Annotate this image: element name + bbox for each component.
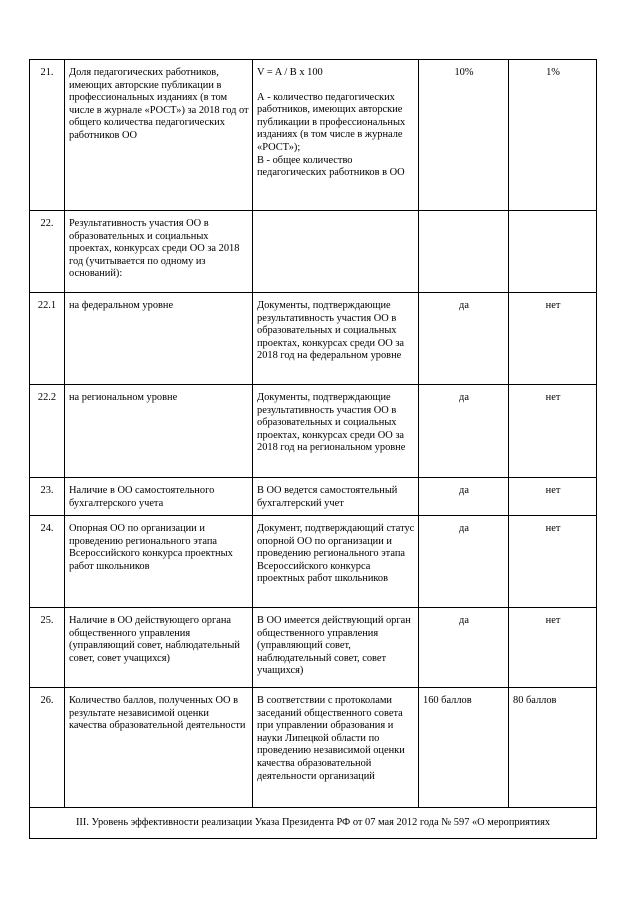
row-number: 21. (30, 60, 65, 211)
table-row (30, 385, 597, 478)
calculation-method: В ОО имеется действующий орган общественного управления (управляющий совет, наблюдательный совет, совет учащихся) (253, 608, 419, 688)
row-number: 26. (30, 688, 65, 808)
table-row (30, 688, 597, 808)
value-min: нет (509, 516, 597, 608)
calculation-method: Документы, подтверждающие результативность участия ОО в образовательных и социальных проектах, конкурсах среди ОО за 2018 год на федеральном уровне (253, 293, 419, 385)
calculation-method: В соответствии с протоколами заседаний общественного совета при управлении образования и науки Липецкой области по проведению независимой оценки качества образовательной деятельности организаций (253, 688, 419, 808)
indicator-name: Количество баллов, полученных ОО в результате независимой оценки качества образовательной деятельности (65, 688, 253, 808)
value-min (509, 211, 597, 293)
value-min: 1% (509, 60, 597, 211)
calculation-method: Документ, подтверждающий статус опорной ОО по организации и проведению регионального этапа Всероссийского конкурса проектных работ школьников (253, 516, 419, 608)
value-max: да (419, 293, 509, 385)
row-number: 22.1 (30, 293, 65, 385)
calculation-method (253, 211, 419, 293)
value-min: нет (509, 385, 597, 478)
value-max: да (419, 478, 509, 516)
table-row (30, 608, 597, 688)
section-heading: III. Уровень эффективности реализации Указа Президента РФ от 07 мая 2012 года № 597 «О мероприятиях (30, 808, 597, 839)
row-number: 25. (30, 608, 65, 688)
value-min: нет (509, 608, 597, 688)
value-max: 160 баллов (419, 688, 509, 808)
table-row (30, 60, 597, 211)
value-max: 10% (419, 60, 509, 211)
table-row (30, 478, 597, 516)
row-number: 22. (30, 211, 65, 293)
value-max: да (419, 385, 509, 478)
calculation-method: V = A / B х 100 А - количество педагогических работников, имеющих авторские публикации в профессиональных изданиях (в том числе в журнале «РОСТ»); В - общее количество педагогических работников в ОО (253, 60, 419, 211)
calculation-method: В ОО ведется самостоятельный бухгалтерский учет (253, 478, 419, 516)
row-number: 23. (30, 478, 65, 516)
indicator-name: на федеральном уровне (65, 293, 253, 385)
table-row (30, 211, 597, 293)
indicator-name: Наличие в ОО действующего органа общественного управления (управляющий совет, наблюдательный совет, совет учащихся) (65, 608, 253, 688)
indicator-name: Опорная ОО по организации и проведению регионального этапа Всероссийского конкурса проектных работ школьников (65, 516, 253, 608)
value-max: да (419, 608, 509, 688)
indicator-name: на региональном уровне (65, 385, 253, 478)
criteria-table (29, 59, 597, 839)
calculation-method: Документы, подтверждающие результативность участия ОО в образовательных и социальных проектах, конкурсах среди ОО за 2018 год на региональном уровне (253, 385, 419, 478)
value-min: нет (509, 478, 597, 516)
table-row (30, 293, 597, 385)
indicator-name: Наличие в ОО самостоятельного бухгалтерского учета (65, 478, 253, 516)
value-max: да (419, 516, 509, 608)
row-number: 24. (30, 516, 65, 608)
row-number: 22.2 (30, 385, 65, 478)
value-min: нет (509, 293, 597, 385)
table-row (30, 516, 597, 608)
indicator-name: Результативность участия ОО в образовательных и социальных проектах, конкурсах среди ОО за 2018 год (учитывается по одному из оснований): (65, 211, 253, 293)
value-min: 80 баллов (509, 688, 597, 808)
section-heading-row (30, 808, 597, 839)
indicator-name: Доля педагогических работников, имеющих авторские публикации в профессиональных изданиях (в том числе в журнале «РОСТ») за 2018 год от общего количества педагогических работников ОО (65, 60, 253, 211)
value-max (419, 211, 509, 293)
